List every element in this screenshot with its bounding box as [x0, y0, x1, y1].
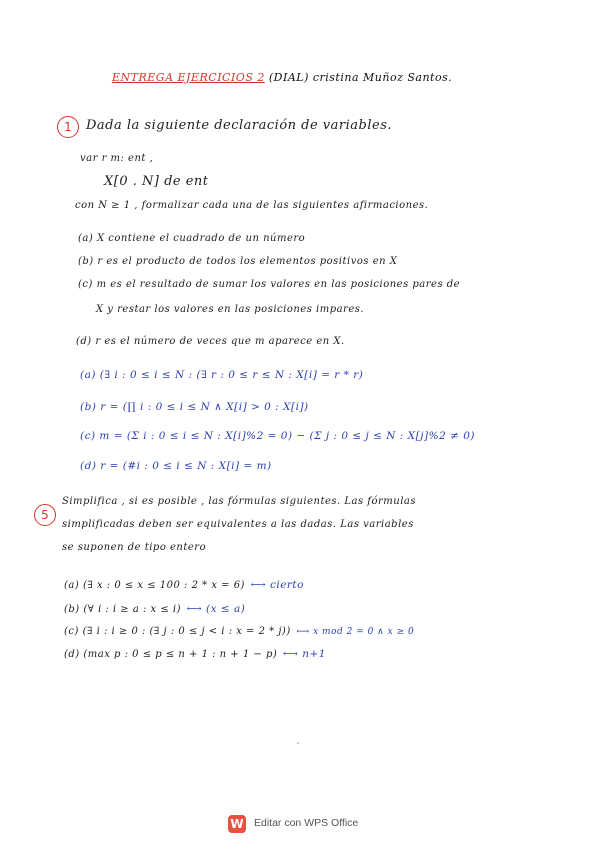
exercise-1-item-b: (b) r es el producto de todos los elementos positivos en X — [78, 256, 398, 267]
exercise-1-answer-b: (b) r = (∏ i : 0 ≤ i ≤ N ∧ X[i] > 0 : X[i]) — [80, 401, 309, 413]
exercise-5-item-b — [64, 597, 245, 616]
exercise-1-item-d: (d) r es el número de veces que m aparece en X. — [76, 336, 345, 347]
exercise-1-item-a: (a) X contiene el cuadrado de un número — [78, 233, 306, 244]
exercise-1-decl-2: X[0 . N] de ent — [104, 174, 209, 189]
exercise-1-number: 1 — [57, 116, 79, 138]
exercise-5-item-c-answer: ⟷ x mod 2 = 0 ∧ x ≥ 0 — [296, 627, 415, 637]
exercise-5-line-3: se suponen de tipo entero — [62, 542, 207, 553]
exercise-5-item-a — [64, 573, 304, 592]
title-suffix: (DIAL) cristina Muñoz Santos. — [268, 71, 453, 84]
exercise-5-line-2: simplificadas deben ser equivalentes a las dadas. Las variables — [62, 519, 414, 530]
title-prefix: ENTREGA EJERCICIOS 2 — [112, 71, 265, 84]
document-title — [112, 71, 452, 84]
exercise-1-condition: con N ≥ 1 , formalizar cada una de las siguientes afirmaciones. — [75, 200, 429, 211]
exercise-1-answer-c: (c) m = (Σ i : 0 ≤ i ≤ N : X[i]%2 = 0) − (Σ j : 0 ≤ j ≤ N : X[j]%2 ≠ 0) — [80, 430, 476, 442]
exercise-1-decl-1: var r m: ent , — [80, 153, 154, 164]
exercise-5-item-c-formula: (c) (∃ i : i ≥ 0 : (∃ j : 0 ≤ j < i : x = 2 * j)) — [64, 626, 291, 637]
exercise-5-item-c — [64, 619, 414, 638]
page-mark — [297, 742, 299, 744]
wps-logo-icon[interactable]: W — [228, 815, 246, 833]
exercise-5-item-b-answer: ⟷ (x ≤ a) — [186, 603, 246, 615]
exercise-5-line-1: Simplifica , si es posible , las fórmulas siguientes. Las fórmulas — [62, 496, 417, 507]
exercise-1-heading: Dada la siguiente declaración de variables. — [86, 118, 392, 133]
exercise-1-item-c-cont: X y restar los valores en las posiciones impares. — [96, 304, 365, 315]
exercise-5-item-a-answer: ⟷ cierto — [250, 579, 304, 591]
exercise-5-item-d-formula: (d) (max p : 0 ≤ p ≤ n + 1 : n + 1 − p) — [64, 649, 278, 660]
exercise-5-item-d-answer: ⟷ n+1 — [282, 648, 326, 660]
exercise-1-answer-a: (a) (∃ i : 0 ≤ i ≤ N : (∃ r : 0 ≤ r ≤ N : X[i] = r * r) — [80, 369, 364, 381]
exercise-5-number: 5 — [34, 504, 56, 526]
exercise-5-item-a-formula: (a) (∃ x : 0 ≤ x ≤ 100 : 2 * x = 6) — [64, 580, 245, 591]
exercise-5-item-d — [64, 642, 326, 661]
exercise-1-answer-d: (d) r = (#i : 0 ≤ i ≤ N : X[i] = m) — [80, 460, 272, 472]
wps-edit-bar[interactable] — [0, 812, 599, 838]
exercise-5-item-b-formula: (b) (∀ i : i ≥ a : x ≤ i) — [64, 604, 182, 615]
exercise-1-item-c: (c) m es el resultado de sumar los valores en las posiciones pares de — [78, 279, 461, 290]
wps-edit-link[interactable]: Editar con WPS Office — [254, 817, 359, 829]
